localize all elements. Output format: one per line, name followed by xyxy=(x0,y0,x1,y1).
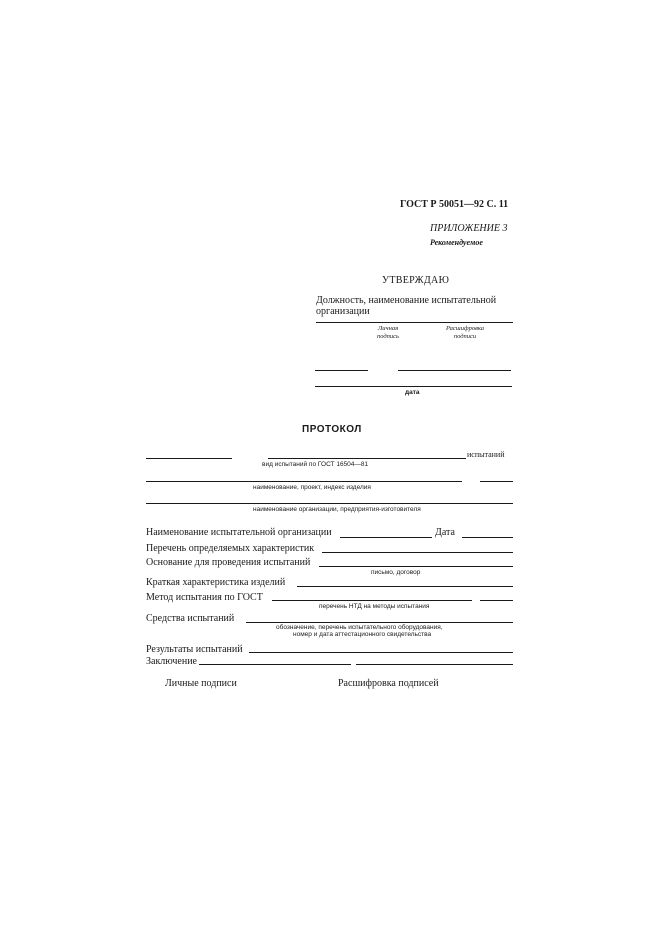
sig-personal-caption xyxy=(368,325,408,341)
sig-personal-caption-1: Личная xyxy=(377,325,399,332)
position-line-2: организации xyxy=(316,306,370,317)
equipment-caption-2: номер и дата аттестационного свидетельства xyxy=(293,631,432,638)
conclusion-label: Заключение xyxy=(146,656,197,667)
organization-line xyxy=(146,503,513,504)
personal-signature-line xyxy=(315,370,368,371)
characteristics-line xyxy=(322,552,513,553)
test-type-line-left xyxy=(146,458,232,459)
date-line xyxy=(315,386,512,387)
product-caption: наименование, проект, индекс изделия xyxy=(253,484,371,491)
method-line xyxy=(272,600,472,601)
sig-decode-caption-1: Расшифровка xyxy=(445,325,485,332)
basis-label: Основание для проведения испытаний xyxy=(146,557,311,568)
short-description-label: Краткая характеристика изделий xyxy=(146,577,286,588)
test-suffix: испытаний xyxy=(467,450,505,459)
lab-name-line xyxy=(340,537,432,538)
gost-reference: ГОСТ Р 50051—92 С. 11 xyxy=(400,199,509,210)
conclusion-line-2 xyxy=(356,664,513,665)
recommended-label: Рекомендуемое xyxy=(430,238,483,247)
product-line-end xyxy=(480,481,513,482)
date-caption: дата xyxy=(405,389,420,396)
test-type-caption: вид испытаний по ГОСТ 16504—81 xyxy=(262,461,369,468)
conclusion-line-1 xyxy=(199,664,351,665)
equipment-label: Средства испытаний xyxy=(146,613,235,624)
equipment-line xyxy=(246,622,513,623)
protocol-title: ПРОТОКОЛ xyxy=(302,424,362,435)
method-caption: перечень НТД на методы испытания xyxy=(319,603,430,610)
position-line-1: Должность, наименование испытательной xyxy=(316,295,497,306)
basis-line xyxy=(319,566,513,567)
method-line-end xyxy=(480,600,513,601)
date-label: Дата xyxy=(435,527,455,538)
method-label: Метод испытания по ГОСТ xyxy=(146,592,263,603)
results-label: Результаты испытаний xyxy=(146,644,243,655)
basis-caption: письмо, договор xyxy=(371,569,421,576)
characteristics-label: Перечень определяемых характеристик xyxy=(146,543,315,554)
test-type-line-right xyxy=(268,458,466,459)
sig-decode-caption-2: подписи xyxy=(453,333,477,340)
appendix-label: ПРИЛОЖЕНИЕ 3 xyxy=(430,223,508,234)
footer-signatures: Личные подписи xyxy=(165,678,237,689)
sig-decode-caption xyxy=(435,325,495,341)
position-underline xyxy=(316,322,513,323)
approval-title: УТВЕРЖДАЮ xyxy=(382,275,450,286)
protocol-date-line xyxy=(462,537,513,538)
lab-name-label: Наименование испытательной организации xyxy=(146,527,332,538)
short-description-line xyxy=(297,586,513,587)
equipment-caption-1: обозначение, перечень испытательного оборудования, xyxy=(276,624,443,631)
product-line xyxy=(146,481,462,482)
signature-decode-line xyxy=(398,370,511,371)
results-line xyxy=(249,652,513,653)
footer-decoding: Расшифровка подписей xyxy=(338,678,439,689)
sig-personal-caption-2: подпись xyxy=(376,333,400,340)
organization-caption: наименование организации, предприятия-изготовителя xyxy=(253,506,421,513)
